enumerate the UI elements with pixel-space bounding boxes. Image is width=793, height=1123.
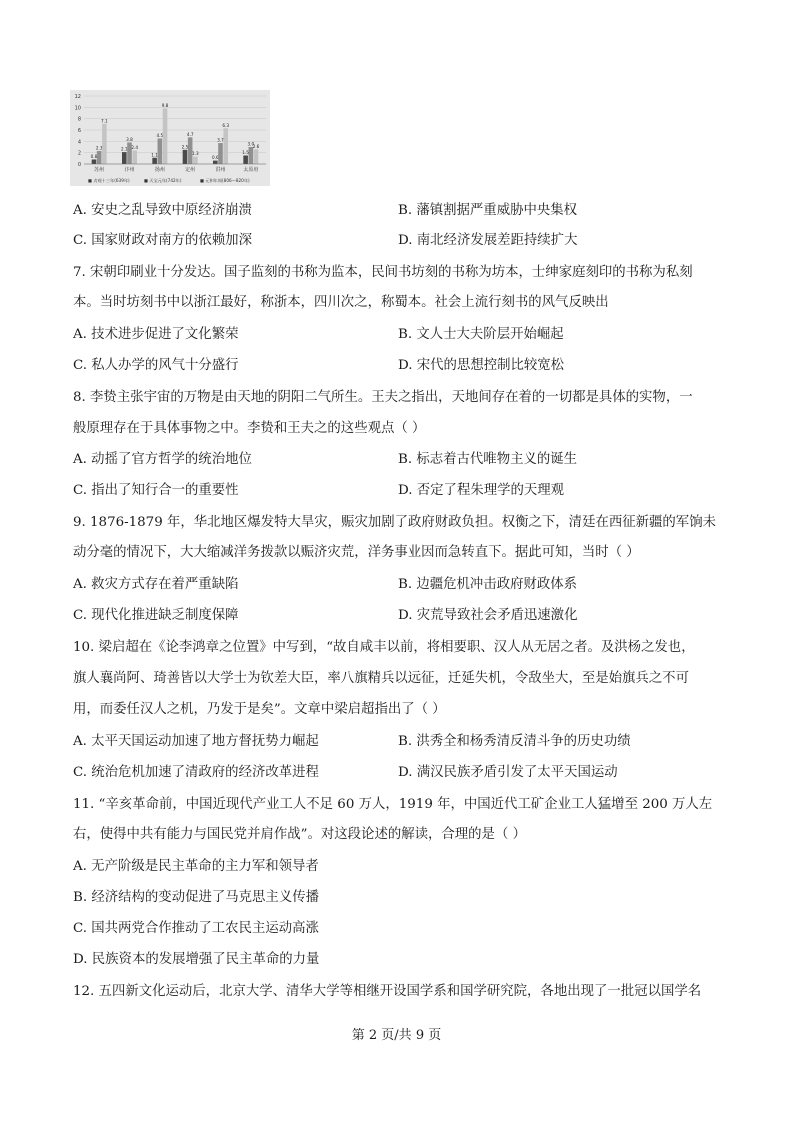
y-tick-label: 0	[77, 162, 81, 168]
legend-entry: ■ 元和年间(806—820年)	[200, 178, 250, 183]
q10-stem-line-3: 用，而委任汉人之机，乃发于是矣”。文章中梁启超指出了（ ）	[73, 702, 446, 717]
x-category-label: 洪州	[215, 167, 226, 173]
bar-value-label: 4.5	[156, 133, 164, 138]
q6-option-a: A. 安史之乱导致中原经济崩溃	[73, 203, 252, 218]
q10-stem-line-2: 旗人襄尚阿、琦善皆以大学士为钦差大臣，率八旗精兵以远征，迁延失机，令敌坐大，至是始旗兵之不可	[73, 671, 689, 686]
legend-entry: ■ 贞观十三年(639年)	[88, 178, 130, 183]
bar-value-label: 2.1	[120, 146, 128, 152]
y-tick-label: 6	[77, 128, 81, 134]
bar-value-label: 2.5	[181, 144, 189, 150]
bar	[158, 139, 163, 165]
bar	[92, 159, 97, 164]
q11-stem-line-1: 11. “辛亥革命前，中国近现代产业工人不足 60 万人，1919 年，中国近代工矿企业工人猛增至 200 万人左	[73, 797, 713, 812]
q6-option-c: C. 国家财政对南方的依赖加深	[73, 233, 252, 248]
bar-chart-svg	[70, 90, 270, 186]
bar-value-label: 6.3	[222, 122, 230, 128]
bar-value-label: 0.8	[90, 153, 98, 159]
bar	[218, 143, 223, 164]
bar	[102, 124, 107, 164]
bar-value-label: 4.7	[186, 131, 194, 137]
bar-value-label: 0.6	[211, 155, 219, 161]
q7-option-a: A. 技术进步促进了文化繁荣	[73, 327, 239, 342]
q8-option-d: D. 否定了程朱理学的天理观	[398, 483, 565, 498]
bar-value-label: 3.8	[126, 136, 133, 142]
bar	[163, 108, 168, 164]
bar	[213, 161, 218, 164]
q12-stem-line-1: 12. 五四新文化运动后，北京大学、清华大学等相继开设国学系和国学研究院，各地出现了一批冠以国学名	[73, 984, 702, 999]
bar-value-label: 1.3	[192, 151, 199, 157]
x-category-label: 扬州	[154, 167, 165, 173]
q8-stem-line-1: 8. 李贽主张宇宙的万物是由天地的阴阳二气所生。王夫之指出，天地间存在着的一切都是具体的实物，一	[73, 390, 693, 405]
q7-stem-line-2: 本。当时坊刻书中以浙江最好，称浙本，四川次之，称蜀本。社会上流行刻书的风气反映出	[73, 295, 609, 310]
page-number: 第 2 页/共 9 页	[351, 1028, 442, 1043]
q7-option-c: C. 私人办学的风气十分盛行	[73, 358, 239, 373]
x-category-label: 汴州	[124, 167, 135, 173]
bar	[243, 156, 248, 165]
x-category-label: 定州	[185, 167, 196, 173]
bar-value-label: 3.0	[247, 141, 255, 147]
q10-option-d: D. 满汉民族矛盾引发了太平天国运动	[398, 765, 618, 780]
q11-stem-line-2: 右，使得中共有能力与国民党并肩作战”。对这段论述的解读，合理的是（ ）	[73, 827, 526, 842]
q7-option-d: D. 宋代的思想控制比较宽松	[398, 358, 565, 373]
q7-stem-line-1: 7. 宋朝印刷业十分发达。国子监刻的书称为监本，民间书坊刻的书称为坊本，士绅家庭刻印的书称为私刻	[73, 265, 693, 280]
x-category-label: 太原府	[243, 167, 259, 173]
bar	[223, 128, 228, 164]
q9-option-a: A. 救灾方式存在着严重缺陷	[73, 577, 239, 592]
q6-option-b: B. 藩镇割据严重威胁中央集权	[398, 203, 578, 218]
bar	[122, 152, 127, 164]
bar-value-label: 7.1	[101, 118, 108, 124]
y-tick-label: 10	[74, 105, 81, 112]
q11-option-d: D. 民族资本的发展增强了民主革命的力量	[73, 952, 320, 967]
bar-value-label: 1.1	[151, 152, 158, 158]
bar-value-label: 2.6	[252, 143, 260, 149]
bar-value-label: 2.4	[131, 144, 139, 150]
q8-option-a: A. 动摇了官方哲学的统治地位	[73, 452, 252, 467]
q10-option-b: B. 洪秀全和杨秀清反清斗争的历史功绩	[398, 734, 631, 749]
q10-stem-line-1: 10. 梁启超在《论李鸿章之位置》中写到，“故自咸丰以前，将相要职、汉人从无居之者。及洪杨之发也，	[73, 640, 695, 655]
q9-option-d: D. 灾荒导致社会矛盾迅速激化	[398, 608, 578, 623]
bar-value-label: 2.3	[95, 145, 103, 151]
bar	[97, 151, 102, 164]
q10-option-c: C. 统治危机加速了清政府的经济改革进程	[73, 765, 319, 780]
y-tick-label: 2	[77, 150, 81, 157]
q11-option-c: C. 国共两党合作推动了工农民主运动高涨	[73, 921, 319, 936]
bar	[193, 157, 198, 164]
y-tick-label: 12	[74, 94, 81, 100]
bar-value-label: 3.7	[217, 137, 224, 143]
q8-option-c: C. 指出了知行合一的重要性	[73, 483, 239, 498]
q11-option-a: A. 无产阶级是民主革命的主力军和领导者	[73, 859, 319, 874]
x-category-label: 苏州	[94, 167, 105, 173]
bar-value-label: 9.8	[161, 102, 169, 108]
q9-option-b: B. 边疆危机冲击政府财政体系	[398, 577, 578, 592]
y-tick-label: 8	[77, 116, 81, 123]
bar	[249, 147, 254, 164]
bar	[254, 149, 259, 164]
q9-option-c: C. 现代化推进缺乏制度保障	[73, 608, 239, 623]
q9-stem-line-2: 动分毫的情况下，大大缩减洋务拨款以赈济灾荒，洋务事业因而急转直下。据此可知，当时（ ）	[73, 545, 640, 560]
q9-stem-line-1: 9. 1876-1879 年，华北地区爆发特大旱灾，赈灾加剧了政府财政负担。权衡之下，清廷在西征新疆的军饷未	[73, 515, 716, 530]
bar-chart	[70, 90, 270, 186]
q8-option-b: B. 标志着古代唯物主义的诞生	[398, 452, 578, 467]
legend-entry: ■ 天宝元年(742年)	[144, 178, 182, 183]
q11-option-b: B. 经济结构的变动促进了马克思主义传播	[73, 890, 319, 905]
q10-option-a: A. 太平天国运动加速了地方督抚势力崛起	[73, 734, 319, 749]
q6-option-d: D. 南北经济发展差距持续扩大	[398, 233, 578, 248]
q8-stem-line-2: 般原理存在于具体事物之中。李贽和王夫之的这些观点（ ）	[73, 421, 426, 436]
bar	[183, 150, 188, 164]
y-tick-label: 4	[77, 139, 81, 146]
bar	[152, 158, 157, 164]
q7-option-b: B. 文人士大夫阶层开始崛起	[398, 327, 564, 342]
bar	[132, 150, 137, 164]
bar-value-label: 1.5	[242, 150, 249, 155]
